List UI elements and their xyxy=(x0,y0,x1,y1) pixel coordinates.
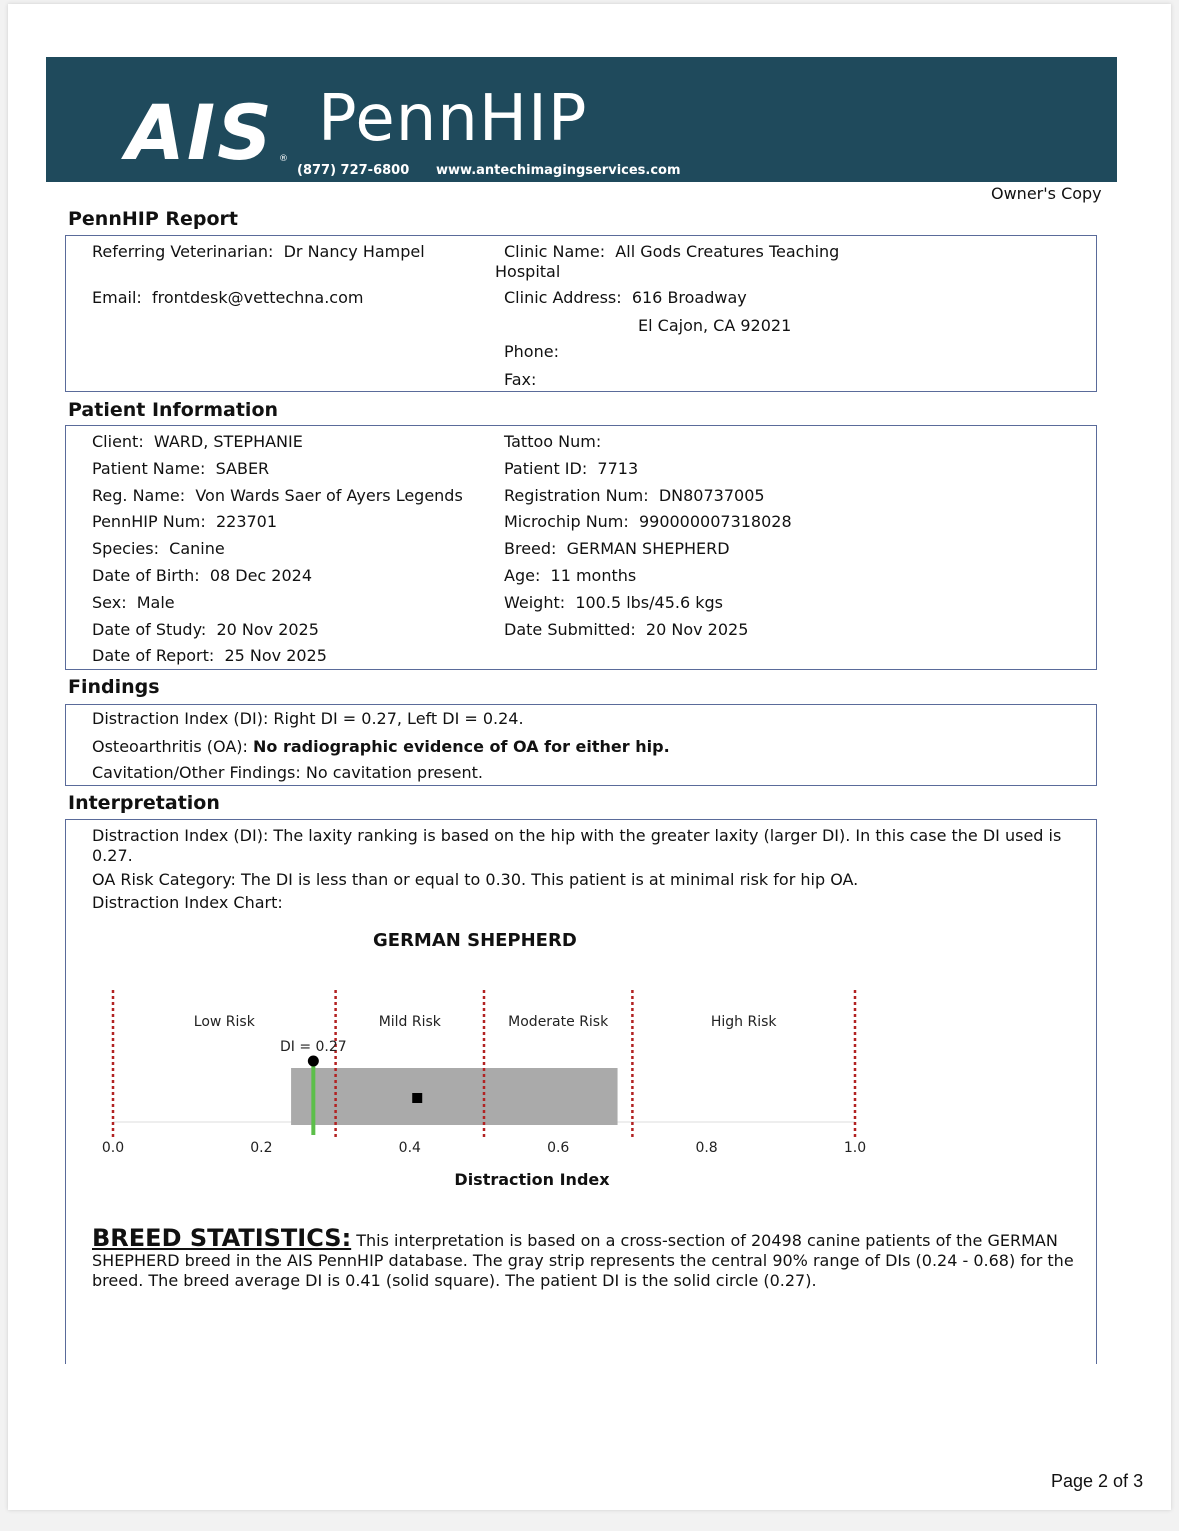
email-row xyxy=(92,288,363,307)
patient-left-field-label: Date of Birth: xyxy=(92,566,200,585)
referring-vet-row xyxy=(92,242,425,261)
patient-left-field-value: 223701 xyxy=(215,512,278,532)
clinic-address-row xyxy=(504,288,747,307)
clinic-name-line2: Hospital xyxy=(495,262,561,281)
header-phone: (877) 727-6800 xyxy=(297,163,410,178)
breed-average-marker xyxy=(412,1093,422,1103)
section-title-findings: Findings xyxy=(68,676,160,698)
findings-oa-label: Osteoarthritis (OA): xyxy=(92,737,248,756)
clinic-address-value: 616 Broadway xyxy=(631,288,747,307)
patient-right-field-value: DN80737005 xyxy=(658,485,765,505)
section-title-interpretation: Interpretation xyxy=(68,792,220,814)
clinic-address-label: Clinic Address: xyxy=(504,288,622,307)
findings-di: Distraction Index (DI): Right DI = 0.27, Left DI = 0.24. xyxy=(92,709,524,728)
header-website[interactable]: www.antechimagingservices.com xyxy=(436,163,681,178)
interp-di-line2: 0.27. xyxy=(92,846,133,865)
patient-box xyxy=(65,425,1097,670)
patient-right-field-label: Patient ID: xyxy=(504,458,588,478)
x-tick-label: 0.8 xyxy=(695,1140,718,1156)
referring-vet-label: Referring Veterinarian: xyxy=(92,242,274,261)
x-tick-label: 0.6 xyxy=(547,1140,570,1156)
patient-left-field-label: Reg. Name: xyxy=(92,485,186,505)
section-title-report: PennHIP Report xyxy=(68,208,238,230)
patient-left-field-value: Male xyxy=(136,592,175,612)
patient-right-field-value: 100.5 lbs/45.6 kgs xyxy=(575,592,723,612)
patient-right-field-label: Date Submitted: xyxy=(504,619,636,639)
breed-stats-line2: SHEPHERD breed in the AIS PennHIP database. The gray strip represents the central 90% range of DIs (0.24 - 0.68) for the xyxy=(92,1251,1074,1270)
breed-stats-line3: breed. The breed average DI is 0.41 (solid square). The patient DI is the solid circle (0.27). xyxy=(92,1271,817,1290)
registered-mark-icon: ® xyxy=(279,154,288,164)
patient-di-marker xyxy=(308,1056,319,1067)
patient-right-field-row xyxy=(504,566,636,585)
clinic-address-line2: El Cajon, CA 92021 xyxy=(638,316,792,335)
section-title-patient: Patient Information xyxy=(68,399,279,421)
patient-right-field-row xyxy=(504,512,792,531)
clinic-name-row xyxy=(504,242,839,261)
patient-left-field-row xyxy=(92,486,463,505)
patient-left-field-label: Patient Name: xyxy=(92,458,206,478)
patient-di-label: DI = 0.27 xyxy=(279,1039,347,1055)
patient-left-field-value: 08 Dec 2024 xyxy=(209,566,313,585)
breed-stats-heading: BREED STATISTICS: xyxy=(92,1224,352,1252)
patient-left-field-row xyxy=(92,432,303,451)
patient-right-field-row xyxy=(504,539,730,558)
interpretation-box xyxy=(65,819,1097,1364)
referring-vet-value: Dr Nancy Hampel xyxy=(283,242,425,261)
patient-left-field-row xyxy=(92,593,175,612)
patient-right-field-row xyxy=(504,459,638,478)
patient-right-field-value: GERMAN SHEPHERD xyxy=(566,539,730,559)
patient-left-field-row xyxy=(92,566,312,585)
breed-stats-line1: This interpretation is based on a cross-section of 20498 canine patients of the GERMAN xyxy=(356,1231,1058,1250)
phone-label: Phone: xyxy=(504,342,559,361)
breed-statistics xyxy=(92,1224,1082,1291)
patient-left-field-label: Species: xyxy=(92,539,159,559)
pennhip-logo: PennHIP xyxy=(318,82,588,156)
patient-left-field-row xyxy=(92,620,319,639)
patient-left-field-row xyxy=(92,459,269,478)
email-label: Email: xyxy=(92,288,142,307)
patient-left-field-label: PennHIP Num: xyxy=(92,512,206,532)
findings-oa-row xyxy=(92,737,670,756)
patient-right-field-label: Registration Num: xyxy=(504,485,649,505)
interp-oa-risk: OA Risk Category: The DI is less than or equal to 0.30. This patient is at minimal risk for hip OA. xyxy=(92,870,859,889)
patient-right-field-value: 20 Nov 2025 xyxy=(645,619,749,639)
page-number: Page 2 of 3 xyxy=(1051,1471,1144,1491)
patient-right-field-label: Microchip Num: xyxy=(504,512,629,532)
interp-chart-label: Distraction Index Chart: xyxy=(92,893,283,912)
patient-right-field-label: Weight: xyxy=(504,592,566,612)
patient-right-field-row xyxy=(504,432,606,451)
fax-label: Fax: xyxy=(504,370,537,389)
patient-right-field-row xyxy=(504,620,748,639)
patient-left-field-label: Date of Report: xyxy=(92,646,215,666)
distraction-index-chart xyxy=(66,960,1096,1200)
patient-left-field-row xyxy=(92,512,277,531)
patient-right-field-value: 11 months xyxy=(550,566,637,585)
x-tick-label: 1.0 xyxy=(843,1140,867,1156)
patient-left-field-value: 20 Nov 2025 xyxy=(216,619,319,639)
breed-range-strip xyxy=(291,1068,617,1125)
patient-left-field-row xyxy=(92,539,225,558)
findings-cavitation: Cavitation/Other Findings: No cavitation present. xyxy=(92,763,483,782)
patient-right-field-label: Age: xyxy=(504,566,541,585)
x-tick-label: 0.4 xyxy=(398,1140,421,1156)
patient-left-field-value: Von Wards Saer of Ayers Legends xyxy=(195,485,463,505)
patient-left-field-label: Client: xyxy=(92,432,144,451)
patient-left-field-value: Canine xyxy=(169,539,225,559)
x-tick-label: 0.2 xyxy=(250,1140,273,1156)
patient-left-field-value: 25 Nov 2025 xyxy=(224,646,327,666)
findings-oa-value: No radiographic evidence of OA for either hip. xyxy=(253,737,670,756)
patient-right-field-label: Tattoo Num: xyxy=(504,432,602,451)
patient-right-field-value: 990000007318028 xyxy=(638,512,792,532)
risk-zone-label: Moderate Risk xyxy=(508,1014,609,1030)
risk-zone-label: Low Risk xyxy=(193,1014,255,1030)
patient-left-field-value: SABER xyxy=(215,458,270,478)
ais-logo: AIS xyxy=(126,88,274,177)
chart-title: GERMAN SHEPHERD xyxy=(373,930,577,951)
x-tick-label: 0.0 xyxy=(101,1140,125,1156)
patient-left-field-label: Date of Study: xyxy=(92,619,207,639)
clinic-name-label: Clinic Name: xyxy=(504,242,606,261)
findings-box xyxy=(65,704,1097,786)
report-box xyxy=(65,235,1097,392)
patient-right-field-label: Breed: xyxy=(504,539,557,559)
interp-di-line1: Distraction Index (DI): The laxity ranking is based on the hip with the greater laxity (larger DI). In this case the DI used is xyxy=(92,826,1062,845)
x-axis-label: Distraction Index xyxy=(454,1170,610,1189)
patient-right-field-row xyxy=(504,593,723,612)
clinic-name-value: All Gods Creatures Teaching xyxy=(615,242,840,261)
patient-right-field-value: 7713 xyxy=(597,458,639,478)
copy-label: Owner's Copy xyxy=(991,184,1102,203)
email-value[interactable]: frontdesk@vettechna.com xyxy=(151,288,364,307)
patient-left-field-value: WARD, STEPHANIE xyxy=(153,432,303,451)
header-banner xyxy=(46,57,1117,182)
patient-right-field-row xyxy=(504,486,765,505)
patient-left-field-label: Sex: xyxy=(92,592,127,612)
risk-zone-label: High Risk xyxy=(710,1014,777,1030)
risk-zone-label: Mild Risk xyxy=(378,1014,441,1030)
patient-left-field-row xyxy=(92,646,327,665)
